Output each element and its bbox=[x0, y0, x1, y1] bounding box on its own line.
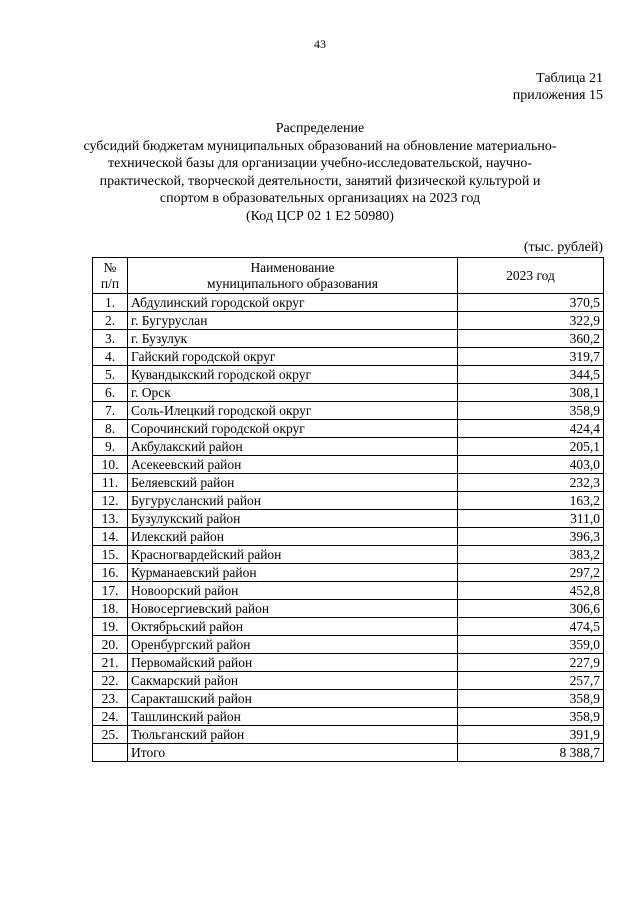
row-name: Сакмарский район bbox=[128, 672, 458, 690]
total-number-cell bbox=[93, 744, 128, 762]
row-value: 319,7 bbox=[458, 348, 604, 366]
row-value: 474,5 bbox=[458, 618, 604, 636]
row-number: 14. bbox=[93, 528, 128, 546]
row-value: 383,2 bbox=[458, 546, 604, 564]
row-value: 227,9 bbox=[458, 654, 604, 672]
row-name: г. Бузулук bbox=[128, 330, 458, 348]
row-number: 3. bbox=[93, 330, 128, 348]
row-number: 16. bbox=[93, 564, 128, 582]
row-name: Курманаевский район bbox=[128, 564, 458, 582]
row-value: 205,1 bbox=[458, 438, 604, 456]
table-row bbox=[93, 636, 604, 654]
total-row bbox=[93, 744, 604, 762]
header-name-line2: муниципального образования bbox=[207, 275, 378, 291]
row-number: 25. bbox=[93, 726, 128, 744]
row-number: 5. bbox=[93, 366, 128, 384]
row-name: Сорочинский городской округ bbox=[128, 420, 458, 438]
table-row bbox=[93, 420, 604, 438]
heading-line3: технической базы для организации учебно-исследовательской, научно- bbox=[107, 156, 533, 171]
table-row bbox=[93, 402, 604, 420]
heading-line4: практической, творческой деятельности, занятий физической культурой и bbox=[99, 173, 541, 189]
row-name: Новоорский район bbox=[128, 582, 458, 600]
row-number: 13. bbox=[93, 510, 128, 528]
row-number: 24. bbox=[93, 708, 128, 726]
row-value: 163,2 bbox=[458, 492, 604, 510]
row-name: Саракташский район bbox=[128, 690, 458, 708]
row-name: Акбулакский район bbox=[128, 438, 458, 456]
row-value: 257,7 bbox=[458, 672, 604, 690]
row-number: 10. bbox=[93, 456, 128, 474]
row-value: 358,9 bbox=[458, 402, 604, 420]
row-number: 7. bbox=[93, 402, 128, 420]
row-number: 23. bbox=[93, 690, 128, 708]
header-number-line1: № bbox=[103, 259, 117, 275]
row-number: 2. bbox=[93, 312, 128, 330]
distribution-table bbox=[92, 257, 604, 762]
row-name: Красногвардейский район bbox=[128, 546, 458, 564]
row-value: 391,9 bbox=[458, 726, 604, 744]
header-number bbox=[93, 258, 128, 294]
row-value: 452,8 bbox=[458, 582, 604, 600]
page-number: 43 bbox=[314, 37, 326, 51]
row-name: Кувандыкский городской округ bbox=[128, 366, 458, 384]
row-number: 19. bbox=[93, 618, 128, 636]
table-row bbox=[93, 654, 604, 672]
table-row bbox=[93, 690, 604, 708]
units-label: (тыс. рублей) bbox=[523, 240, 603, 255]
row-name: Октябрьский район bbox=[128, 618, 458, 636]
row-number: 1. bbox=[93, 294, 128, 312]
header-number-line2: п/п bbox=[100, 275, 120, 291]
row-value: 359,0 bbox=[458, 636, 604, 654]
row-number: 20. bbox=[93, 636, 128, 654]
row-name: Соль-Илецкий городской округ bbox=[128, 402, 458, 420]
header-name bbox=[128, 258, 458, 294]
heading-line2: субсидий бюджетам муниципальных образований на обновление материально- bbox=[83, 138, 557, 154]
row-value: 424,4 bbox=[458, 420, 604, 438]
heading-line6: (Код ЦСР 02 1 Е2 50980) bbox=[246, 208, 394, 224]
table-row bbox=[93, 546, 604, 564]
row-number: 11. bbox=[93, 474, 128, 492]
row-name: Бузулукский район bbox=[128, 510, 458, 528]
heading-line5: спортом в образовательных организациях на 2023 год bbox=[159, 191, 481, 206]
row-name: Ташлинский район bbox=[128, 708, 458, 726]
row-value: 232,3 bbox=[458, 474, 604, 492]
row-name: Тюльганский район bbox=[128, 726, 458, 744]
row-number: 4. bbox=[93, 348, 128, 366]
row-number: 12. bbox=[93, 492, 128, 510]
row-number: 18. bbox=[93, 600, 128, 618]
table-reference-line1: Таблица 21 bbox=[536, 71, 603, 86]
row-value: 322,9 bbox=[458, 312, 604, 330]
row-name: г. Бугуруслан bbox=[128, 312, 458, 330]
row-value: 370,5 bbox=[458, 294, 604, 312]
table-row bbox=[93, 438, 604, 456]
row-value: 403,0 bbox=[458, 456, 604, 474]
table-row bbox=[93, 348, 604, 366]
table-row bbox=[93, 726, 604, 744]
row-name: Гайский городской округ bbox=[128, 348, 458, 366]
row-number: 9. bbox=[93, 438, 128, 456]
row-name: Бугурусланский район bbox=[128, 492, 458, 510]
table-row bbox=[93, 600, 604, 618]
row-value: 360,2 bbox=[458, 330, 604, 348]
row-number: 8. bbox=[93, 420, 128, 438]
table-row bbox=[93, 492, 604, 510]
row-name: Абдулинский городской округ bbox=[128, 294, 458, 312]
table-row bbox=[93, 330, 604, 348]
row-value: 396,3 bbox=[458, 528, 604, 546]
row-name: Асекеевский район bbox=[128, 456, 458, 474]
row-name: Оренбургский район bbox=[128, 636, 458, 654]
row-value: 358,9 bbox=[458, 708, 604, 726]
header-name-line1: Наименование bbox=[250, 259, 335, 275]
row-number: 21. bbox=[93, 654, 128, 672]
table-row bbox=[93, 510, 604, 528]
table-row bbox=[93, 528, 604, 546]
table-row bbox=[93, 708, 604, 726]
row-name: Илекский район bbox=[128, 528, 458, 546]
row-value: 311,0 bbox=[458, 510, 604, 528]
row-value: 358,9 bbox=[458, 690, 604, 708]
table-row bbox=[93, 618, 604, 636]
row-number: 17. bbox=[93, 582, 128, 600]
row-name: г. Орск bbox=[128, 384, 458, 402]
row-number: 22. bbox=[93, 672, 128, 690]
table-row bbox=[93, 456, 604, 474]
table-row bbox=[93, 672, 604, 690]
table-row bbox=[93, 312, 604, 330]
row-value: 297,2 bbox=[458, 564, 604, 582]
document-heading bbox=[80, 120, 560, 225]
heading-line1: Распределение bbox=[275, 121, 365, 136]
row-value: 344,5 bbox=[458, 366, 604, 384]
table-row bbox=[93, 474, 604, 492]
row-name: Первомайский район bbox=[128, 654, 458, 672]
header-year: 2023 год bbox=[458, 258, 604, 294]
table-header-row bbox=[93, 258, 604, 294]
row-number: 15. bbox=[93, 546, 128, 564]
row-name: Новосергиевский район bbox=[128, 600, 458, 618]
table-row bbox=[93, 564, 604, 582]
table-row bbox=[93, 294, 604, 312]
row-value: 306,6 bbox=[458, 600, 604, 618]
table-row bbox=[93, 366, 604, 384]
row-name: Беляевский район bbox=[128, 474, 458, 492]
row-value: 308,1 bbox=[458, 384, 604, 402]
row-number: 6. bbox=[93, 384, 128, 402]
table-row bbox=[93, 384, 604, 402]
total-value: 8 388,7 bbox=[458, 744, 604, 762]
table-row bbox=[93, 582, 604, 600]
total-label: Итого bbox=[128, 744, 458, 762]
table-reference-line2: приложения 15 bbox=[512, 88, 603, 103]
table-reference bbox=[513, 70, 603, 104]
